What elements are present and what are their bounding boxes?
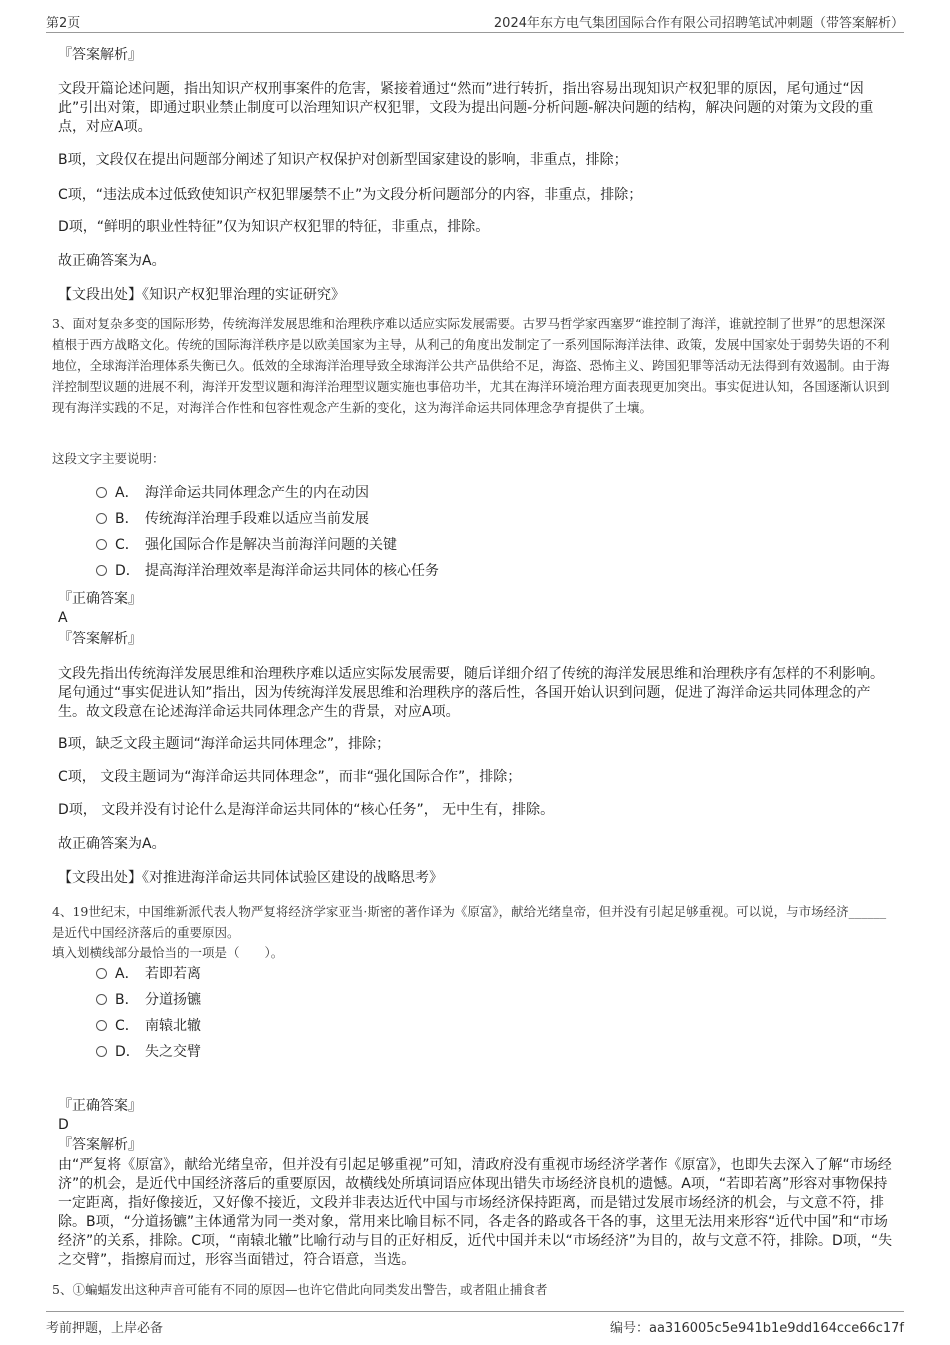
q4-answer: D bbox=[58, 1117, 69, 1133]
q3-option-c[interactable]: C． 强化国际合作是解决当前海洋问题的关键 bbox=[96, 534, 397, 556]
q3-option-a[interactable]: A． 海洋命运共同体理念产生的内在动因 bbox=[96, 482, 369, 504]
q4-answer-title: 『正确答案』 bbox=[58, 1098, 142, 1114]
q2-analysis-p2: B项，文段仅在提出问题部分阐述了知识产权保护对创新型国家建设的影响，非重点，排除； bbox=[58, 152, 628, 168]
q2-analysis-p4: D项，“鲜明的职业性特征”仅为知识产权犯罪的特征，非重点，排除。 bbox=[58, 219, 490, 235]
page-header bbox=[46, 10, 904, 33]
q3-analysis-title: 『答案解析』 bbox=[58, 631, 142, 647]
q3-option-d[interactable]: D． 提高海洋治理效率是海洋命运共同体的核心任务 bbox=[96, 560, 439, 582]
q3-answer-title: 『正确答案』 bbox=[58, 591, 142, 607]
q4-option-a[interactable]: A． 若即若离 bbox=[96, 963, 201, 985]
q3-option-b[interactable]: B． 传统海洋治理手段难以适应当前发展 bbox=[96, 508, 369, 530]
q2-conclusion: 故正确答案为A。 bbox=[58, 253, 166, 269]
page-number: 第2页 bbox=[46, 16, 81, 31]
q3-source: 【文段出处】《对推进海洋命运共同体试验区建设的战略思考》 bbox=[58, 870, 443, 886]
q5-stem: 5、①蝙蝠发出这种声音可能有不同的原因—也许它借此向同类发出警告，或者阻止捕食者 bbox=[52, 1282, 548, 1297]
q4-stem: 4、19世纪末，中国维新派代表人物严复将经济学家亚当·斯密的著作译为《原富》，献给光绪皇帝，但并没有引起足够重视。可以说，与市场经济______是近代中国经济落后的重要原因。 bbox=[52, 904, 887, 940]
q2-analysis-title: 『答案解析』 bbox=[58, 47, 142, 63]
radio-icon[interactable] bbox=[96, 565, 107, 576]
q2-analysis-p3: C项，“违法成本过低致使知识产权犯罪屡禁不止”为文段分析问题部分的内容，非重点，排除； bbox=[58, 187, 643, 203]
footer-slogan: 考前押题，上岸必备 bbox=[46, 1321, 164, 1336]
q4-analysis-title: 『答案解析』 bbox=[58, 1137, 142, 1153]
q4-option-b[interactable]: B． 分道扬镳 bbox=[96, 989, 201, 1011]
q3-analysis-p2: B项，缺乏文段主题词“海洋命运共同体理念”，排除； bbox=[58, 736, 391, 752]
document-code: 编号：aa316005c5e941b1e9dd164cce66c17f bbox=[610, 1321, 904, 1336]
q2-source: 【文段出处】《知识产权犯罪治理的实证研究》 bbox=[58, 287, 345, 303]
radio-icon[interactable] bbox=[96, 513, 107, 524]
q3-analysis-p1: 文段先指出传统海洋发展思维和治理秩序难以适应实际发展需要，随后详细介绍了传统的海洋发展思维和治理秩序有怎样的不利影响。尾句通过“事实促进认知”指出，因为传统海洋发展思维和治理秩序的落后性，各国开始认识到问题，促进了海洋命运共同体理念的产生。故文段意在论述海洋命运共同体理念产生的背景，对应A项。 bbox=[58, 666, 884, 720]
fill-blank[interactable]: ______ bbox=[848, 904, 887, 919]
q3-conclusion: 故正确答案为A。 bbox=[58, 836, 166, 852]
radio-icon[interactable] bbox=[96, 1020, 107, 1031]
q4-option-d[interactable]: D． 失之交臂 bbox=[96, 1041, 201, 1063]
page-footer bbox=[46, 1311, 904, 1336]
radio-icon[interactable] bbox=[96, 968, 107, 979]
radio-icon[interactable] bbox=[96, 539, 107, 550]
q3-prompt: 这段文字主要说明： bbox=[52, 451, 165, 466]
q2-analysis-p1: 文段开篇论述问题，指出知识产权刑事案件的危害，紧接着通过“然而”进行转折，指出容易出现知识产权犯罪的原因，尾句通过“因此”引出对策，即通过职业禁止制度可以治理知识产权犯罪，文段为提出问题-分析问题-解决问题的结构，解决问题的对策为文段的重点，对应A项。 bbox=[58, 81, 874, 135]
q4-option-c[interactable]: C． 南辕北辙 bbox=[96, 1015, 201, 1037]
q4-analysis: 由“严复将《原富》，献给光绪皇帝，但并没有引起足够重视”可知，清政府没有重视市场经济学著作《原富》，也即失去深入了解“市场经济”的机会，是近代中国经济落后的重要原因，故横线处所填词语应体现出错失市场经济良机的遗憾。A项，“若即若离”形容对事物保持一定距离，指好像接近，又好像不接近，文段并非表达近代中国与市场经济保持距离，而是错过发展市场经济的机会，与文意不符，排除。B项，“分道扬镳”主体通常为同一类对象，常用来比喻目标不同，各走各的路或各干各的事，这里无法用来形容“近代中国”和“市场经济”的关系，排除。C项，“南辕北辙”比喻行动与目的正好相反，近代中国并未以“市场经济”为目的，故与文意不符，排除。D项，“失之交臂”，指擦肩而过，形容当面错过，符合语意，当选。 bbox=[58, 1157, 893, 1268]
radio-icon[interactable] bbox=[96, 1046, 107, 1057]
q3-answer: A bbox=[58, 610, 68, 626]
q3-analysis-p4: D项， 文段并没有讨论什么是海洋命运共同体的“核心任务”， 无中生有，排除。 bbox=[58, 802, 555, 818]
radio-icon[interactable] bbox=[96, 994, 107, 1005]
radio-icon[interactable] bbox=[96, 487, 107, 498]
q3-stem: 3、面对复杂多变的国际形势，传统海洋发展思维和治理秩序难以适应实际发展需要。古罗马哲学家西塞罗“谁控制了海洋，谁就控制了世界”的思想深深植根于西方战略文化。传统的国际海洋秩序是以欧美国家为主导，从利己的角度出发制定了一系列国际海洋法律、政策，发展中国家处于弱势失语的不利地位，全球海洋治理体系失衡已久。低效的全球海洋治理导致全球海洋公共产品供给不足，海盗、恐怖主义、跨国犯罪等活动无法得到有效遏制。由于海洋控制型议题的进展不利，海洋开发型议题和海洋治理型议题实施也事倍功半，尤其在海洋环境治理方面表现更加突出。事实促进认知，各国逐渐认识到现有海洋实践的不足，对海洋合作性和包容性观念产生新的变化，这为海洋命运共同体理念孕育提供了土壤。 bbox=[52, 316, 890, 415]
q3-analysis-p3: C项， 文段主题词为“海洋命运共同体理念”，而非“强化国际合作”，排除； bbox=[58, 769, 522, 785]
q4-prompt: 填入划横线部分最恰当的一项是（ ）。 bbox=[52, 945, 284, 960]
document-title: 2024年东方电气集团国际合作有限公司招聘笔试冲刺题（带答案解析） bbox=[493, 16, 904, 31]
